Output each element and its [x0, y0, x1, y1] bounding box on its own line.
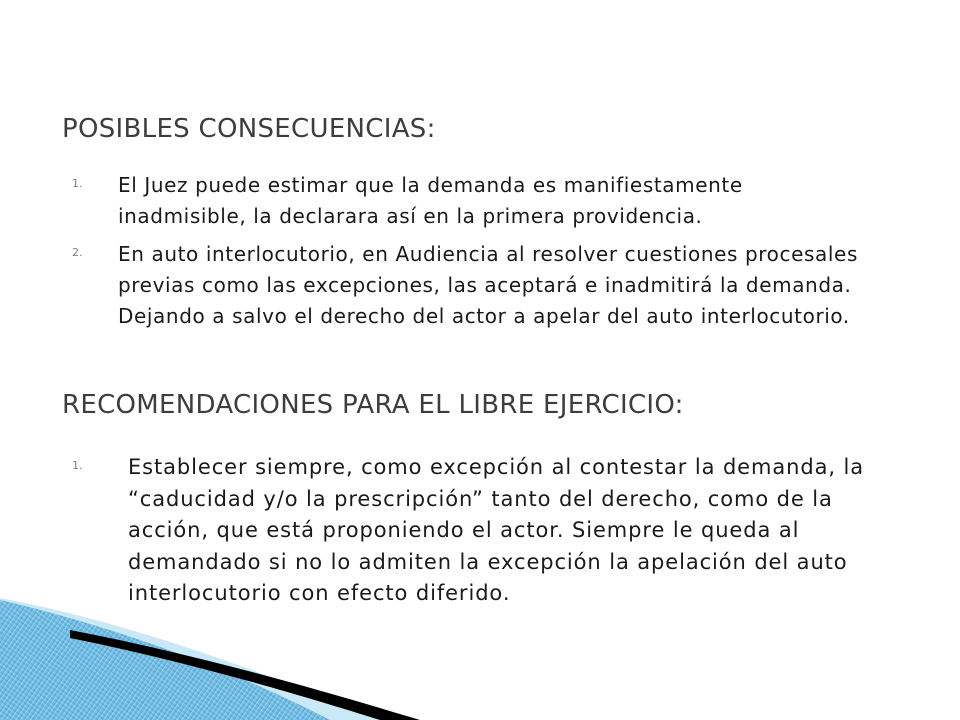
consecuencias-list — [72, 170, 872, 339]
list-number: 1. — [72, 459, 83, 472]
list-item-text: En auto interlocutorio, en Audiencia al resolver cuestiones procesales previas como las excepciones, las aceptará e inadmitirá la demanda. Dejando a salvo el derecho del actor a apelar del auto interlocutorio. — [118, 242, 858, 328]
list-item — [72, 170, 872, 232]
list-number: 2. — [72, 246, 83, 259]
corner-decoration — [0, 560, 420, 720]
list-item-text: El Juez puede estimar que la demanda es manifiestamente inadmisible, la declarara así en la primera providencia. — [118, 173, 743, 228]
list-item — [72, 239, 872, 332]
list-number: 1. — [72, 177, 83, 190]
heading-recomendaciones: RECOMENDACIONES PARA EL LIBRE EJERCICIO: — [62, 390, 684, 420]
heading-posibles-consecuencias: POSIBLES CONSECUENCIAS: — [62, 114, 436, 144]
blue-swoosh — [0, 600, 330, 720]
list-item-text: Establecer siempre, como excepción al contestar la demanda, la “caducidad y/o la prescripción” tanto del derecho, como de la acción, que está proponiendo el actor. Siempre le queda al demandado si no lo admiten la excepción la apelación del auto interlocutorio con efecto diferido. — [128, 455, 864, 605]
